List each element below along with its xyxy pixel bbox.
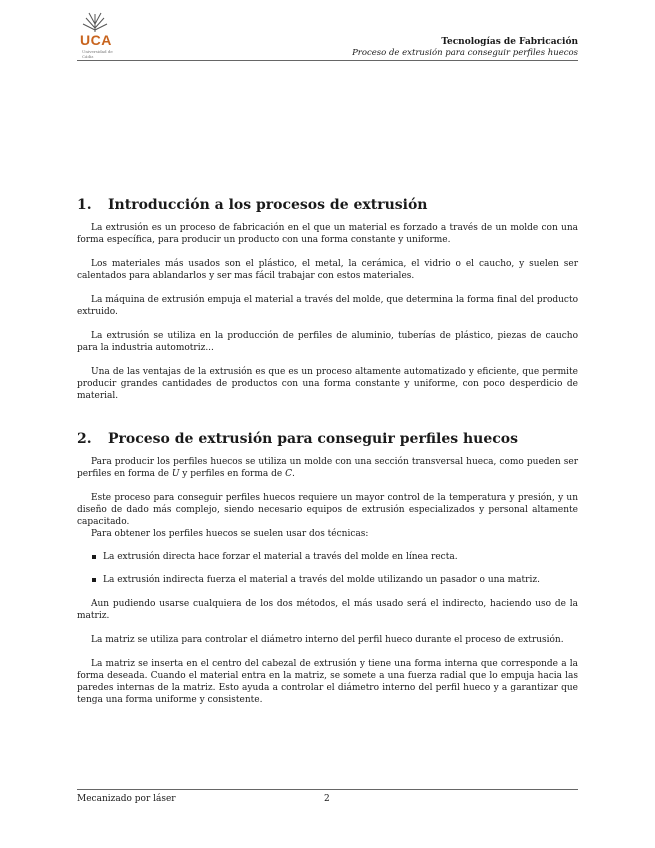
paragraph: La extrusión es un proceso de fabricación en el que un material es forzado a través de un molde con una forma específica, para producir un producto con una forma constante y uniforme. bbox=[77, 223, 578, 245]
page-number: 2 bbox=[324, 794, 330, 804]
paragraph: Para obtener los perfiles huecos se suelen usar dos técnicas: bbox=[91, 529, 369, 539]
footer-rule bbox=[77, 789, 578, 790]
technique-list bbox=[77, 551, 578, 586]
header-subtitle: Proceso de extrusión para conseguir perfiles huecos bbox=[352, 48, 578, 58]
paragraph: Aun pudiendo usarse cualquiera de los dos métodos, el más usado será el indirecto, haciendo uso de la matriz. bbox=[77, 599, 578, 621]
text-run: y perfiles en forma de bbox=[179, 469, 286, 479]
header-title: Tecnologías de Fabricación bbox=[441, 37, 578, 47]
paragraph: Los materiales más usados son el plástico, el metal, la cerámica, el vidrio o el caucho, y suelen ser calentados para ablandarlos y ser mas fácil trabajar con estos materiales. bbox=[77, 259, 578, 281]
section-1-heading bbox=[77, 196, 578, 214]
section-2-heading bbox=[77, 430, 578, 448]
math-u: U bbox=[171, 469, 180, 479]
list-item bbox=[77, 551, 578, 563]
text-run: Para producir los perfiles huecos se utiliza un molde con una sección transversal hueca, como pueden ser perfiles en forma de bbox=[77, 457, 578, 479]
section-number: 1. bbox=[77, 197, 92, 213]
paragraph: La máquina de extrusión empuja el material a través del molde, que determina la forma final del producto extruido. bbox=[77, 295, 578, 317]
text-run: . bbox=[291, 469, 295, 479]
list-item bbox=[77, 574, 578, 586]
paragraph bbox=[77, 456, 578, 480]
list-item-text: La extrusión indirecta fuerza el material a través del molde utilizando un pasador o una matriz. bbox=[103, 575, 540, 585]
section-number: 2. bbox=[77, 431, 92, 447]
header-rule bbox=[77, 60, 578, 61]
laurel-icon bbox=[80, 10, 110, 34]
math-c: C bbox=[285, 469, 292, 479]
logo-text: UCA bbox=[80, 32, 112, 48]
bullet-icon bbox=[92, 578, 96, 582]
bullet-icon bbox=[92, 555, 96, 559]
page-content bbox=[77, 196, 578, 706]
footer-text: Mecanizado por láser bbox=[77, 794, 176, 804]
paragraph: Una de las ventajas de la extrusión es que es un proceso altamente automatizado y eficiente, que permite producir grandes cantidades de productos con una forma constante y uniforme, con poco desperdicio de material. bbox=[77, 367, 578, 401]
paragraph: La matriz se inserta en el centro del cabezal de extrusión y tiene una forma interna que corresponde a la forma deseada. Cuando el material entra en la matriz, se somete a una fuerza radial que lo empuja hacia las paredes internas de la matriz. Esto ayuda a controlar el diámetro interno del perfil hueco y a garantizar que tenga una forma uniforme y consistente. bbox=[77, 659, 578, 705]
list-item-text: La extrusión directa hace forzar el material a través del molde en línea recta. bbox=[103, 552, 458, 562]
paragraph: La matriz se utiliza para controlar el diámetro interno del perfil hueco durante el proceso de extrusión. bbox=[91, 635, 564, 645]
section-title: Introducción a los procesos de extrusión bbox=[108, 197, 428, 213]
paragraph: Este proceso para conseguir perfiles huecos requiere un mayor control de la temperatura y presión, y un diseño de dado más complejo, siendo necesario equipos de extrusión especializados y personal altamente capacitado. bbox=[77, 493, 578, 527]
paragraph: La extrusión se utiliza en la producción de perfiles de aluminio, tuberías de plástico, piezas de caucho para la industria automotriz... bbox=[77, 331, 578, 353]
logo-subtitle: Universidad de Cádiz bbox=[82, 49, 113, 59]
section-title: Proceso de extrusión para conseguir perfiles huecos bbox=[108, 431, 518, 447]
